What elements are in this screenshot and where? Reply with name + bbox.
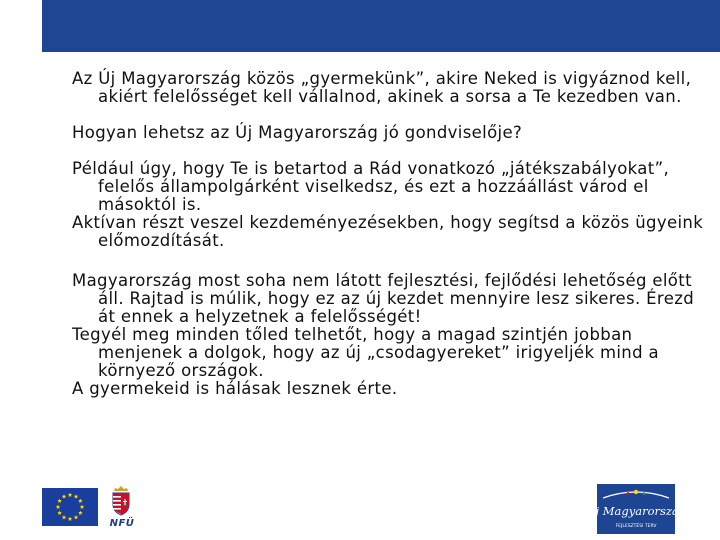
nfu-logo-text: NFÜ xyxy=(109,518,135,529)
logo-wordmark: Új Magyarország xyxy=(585,504,687,518)
slide-body xyxy=(72,70,712,398)
coat-of-arms-icon xyxy=(108,486,134,516)
paragraph-question: Hogyan lehetsz az Új Magyarország jó gondviselője? xyxy=(72,123,523,142)
paragraph: Aktívan részt veszel kezdeményezésekben, hogy segítsd a közös ügyeink előmozdítását. xyxy=(72,213,704,250)
uj-magyarorszag-logo xyxy=(585,484,687,534)
paragraph: Például úgy, hogy Te is betartod a Rád vonatkozó „játékszabályokat”, felelős állampolgárként viselkedsz, és ezt a hozzáállást várod el másoktól is. xyxy=(72,159,670,214)
paragraph: Magyarország most soha nem látott fejlesztési, fejlődési lehetőség előtt áll. Rajtad is múlik, hogy ez az új kezdet mennyire lesz sikeres. Érezd át ennek a helyzetnek a felelősségét! xyxy=(72,271,695,326)
paragraph: Tegyél meg minden tőled telhetőt, hogy a magad szintjén jobban menjenek a dolgok, hogy az új „csodagyereket” irigyeljék mind a környező országok. xyxy=(72,325,659,380)
eu-flag-icon xyxy=(42,488,98,526)
paragraph: A gyermekeid is hálásak lesznek érte. xyxy=(72,379,398,398)
header-band xyxy=(42,0,720,52)
logo-subtext: FEJLESZTÉSI TERV xyxy=(615,524,657,529)
footer-logos xyxy=(0,478,720,540)
paragraph: Az Új Magyarország közös „gyermekünk”, akire Neked is vigyáznod kell, akiért felelősséget kell vállalnod, akinek a sorsa a Te kezedben van. xyxy=(72,69,692,106)
